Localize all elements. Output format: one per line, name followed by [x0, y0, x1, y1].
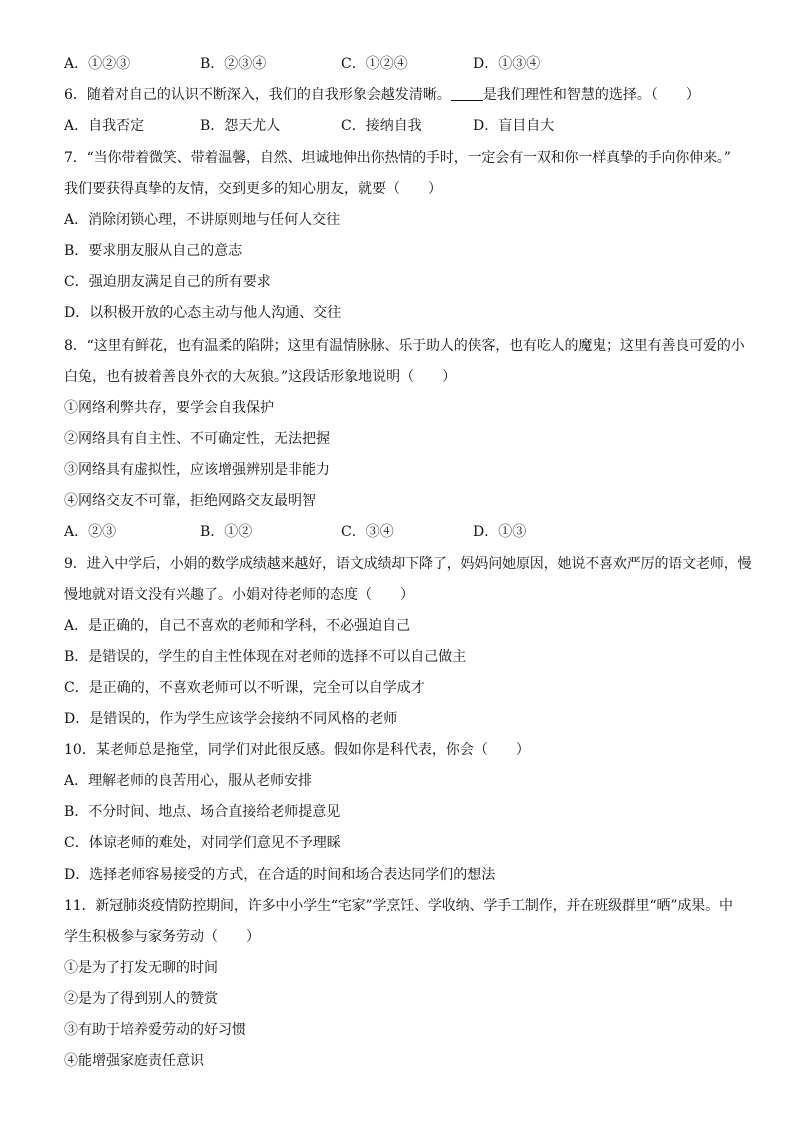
q8-option-b: B．①②: [200, 524, 253, 540]
q6-answer-blank: [451, 86, 483, 101]
q6-stem-part1: 6．随着对自己的认识不断深入，我们的自我形象会越发清晰。: [64, 87, 451, 103]
q7-option-c: C．强迫朋友满足自己的所有要求: [64, 274, 271, 290]
q11-item-2: ②是为了得到别人的赞赏: [64, 991, 218, 1007]
q10-option-a: A．理解老师的良苦用心，服从老师安排: [64, 773, 313, 789]
q11-stem-line2: 学生积极参与家务劳动（ ）: [64, 929, 260, 945]
q9-stem-line1: 9．进入中学后，小娟的数学成绩越来越好，语文成绩却下降了，妈妈问她原因，她说不喜欢严厉的语文老师，慢: [64, 556, 752, 572]
q11-item-3: ③有助于培养爱劳动的好习惯: [64, 1022, 246, 1038]
q11-item-1: ①是为了打发无聊的时间: [64, 960, 218, 976]
q9-option-d: D．是错误的，作为学生应该学会接纳不同风格的老师: [64, 711, 398, 727]
q10-stem: 10．某老师总是拖堂，同学们对此很反感。假如你是科代表，你会（ ）: [64, 742, 530, 758]
q10-option-c: C．体谅老师的难处，对同学们意见不予理睬: [64, 835, 341, 851]
q8-stem-line1: 8．“这里有鲜花，也有温柔的陷阱；这里有温情脉脉、乐于助人的侠客，也有吃人的魔鬼；这里有善良可爱的小: [64, 338, 745, 354]
q8-option-a: A．②③: [64, 524, 117, 540]
q7-stem-line1: 7．“当你带着微笑、带着温馨，自然、坦诚地伸出你热情的手时，一定会有一双和你一样真挚的手向你伸来。”: [64, 150, 731, 166]
q9-stem-line2: 慢地就对语文没有兴趣了。小娟对待老师的态度（ ）: [64, 587, 414, 603]
q8-option-c: C．③④: [341, 524, 394, 540]
q6-option-c: C．接纳自我: [341, 118, 422, 134]
q8-item-4: ④网络交友不可靠，拒绝网路交友最明智: [64, 493, 316, 509]
q8-options: [64, 522, 744, 542]
q9-option-c: C．是正确的，不喜欢老师可以不听课，完全可以自学成才: [64, 680, 425, 696]
q7-stem-line2: 我们要获得真挚的友情，交到更多的知心朋友，就要（ ）: [64, 181, 442, 197]
q8-item-2: ②网络具有自主性、不可确定性，无法把握: [64, 431, 330, 447]
q6-option-b: B．怨天尤人: [200, 118, 281, 134]
q6-option-a: A．自我否定: [64, 118, 145, 134]
q11-stem-line1: 11．新冠肺炎疫情防控期间，许多中小学生“宅家”学烹饪、学收纳、学手工制作，并在班级群里“晒”成果。中: [64, 898, 733, 914]
q5-option-d: D．①③④: [473, 56, 541, 72]
q5-options: [64, 54, 744, 74]
q6-stem-part2: 是我们理性和智慧的选择。（ ）: [482, 87, 700, 103]
q7-option-d: D．以积极开放的心态主动与他人沟通、交往: [64, 305, 342, 321]
q8-item-1: ①网络利弊共存，要学会自我保护: [64, 400, 274, 416]
q8-stem-line2: 白兔，也有披着善良外衣的大灰狼。”这段话形象地说明（ ）: [64, 369, 457, 385]
q9-option-b: B．是错误的，学生的自主性体现在对老师的选择不可以自己做主: [64, 649, 467, 665]
q9-option-a: A．是正确的，自己不喜欢的老师和学科，不必强迫自己: [64, 618, 411, 634]
q10-option-d: D．选择老师容易接受的方式，在合适的时间和场合表达同学们的想法: [64, 867, 496, 883]
q7-option-b: B．要求朋友服从自己的意志: [64, 243, 243, 259]
q6-options: [64, 116, 744, 136]
q5-option-c: C．①②④: [341, 56, 408, 72]
q8-option-d: D．①③: [473, 524, 527, 540]
q5-option-b: B．②③④: [200, 56, 267, 72]
q10-option-b: B．不分时间、地点、场合直接给老师提意见: [64, 804, 341, 820]
q8-item-3: ③网络具有虚拟性，应该增强辨别是非能力: [64, 462, 330, 478]
q11-item-4: ④能增强家庭责任意识: [64, 1053, 204, 1069]
q7-option-a: A．消除闭锁心理，不讲原则地与任何人交往: [64, 212, 341, 228]
q5-option-a: A．①②③: [64, 56, 131, 72]
q6-option-d: D．盲目自大: [473, 118, 555, 134]
q6-stem: [64, 85, 754, 105]
